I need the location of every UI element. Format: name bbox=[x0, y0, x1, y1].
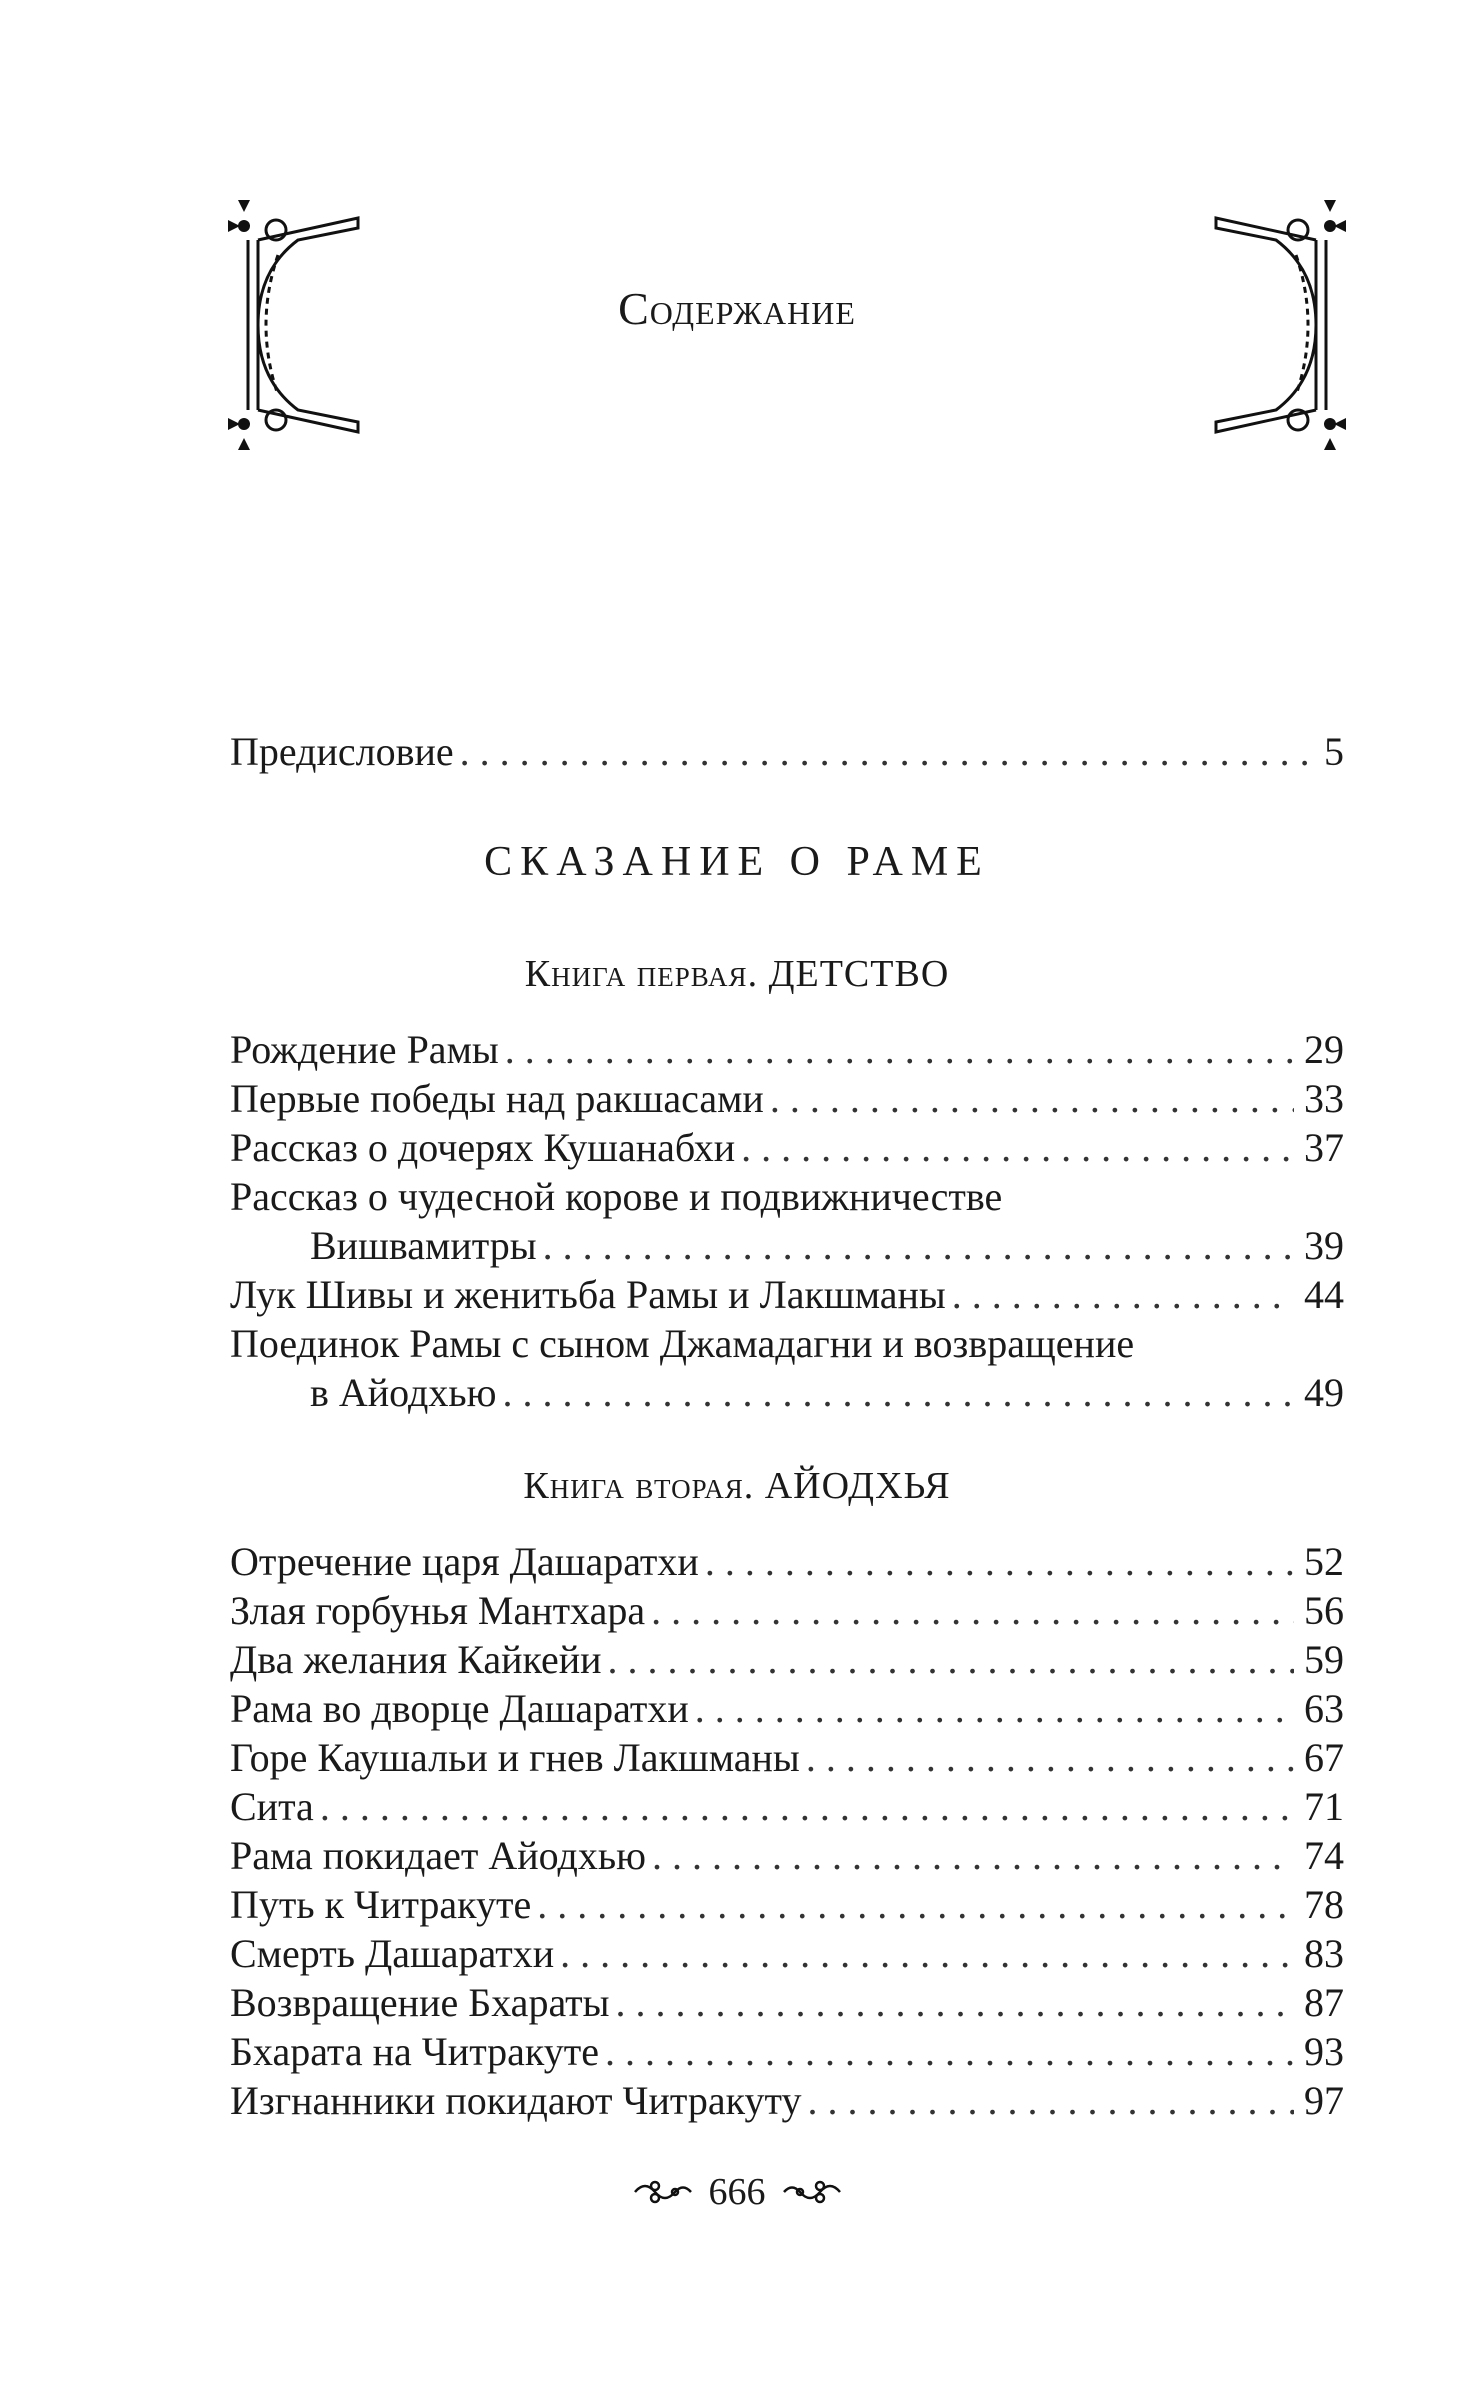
toc-page-number: 93 bbox=[1304, 2029, 1344, 2074]
dot-leader bbox=[741, 1124, 1294, 1172]
toc-entry[interactable] bbox=[230, 1636, 1344, 1684]
dot-leader bbox=[807, 2077, 1294, 2125]
toc-page-number: 52 bbox=[1304, 1539, 1344, 1584]
book-heading: Книга вторая. АЙОДХЬЯ bbox=[523, 1465, 951, 1507]
dot-leader bbox=[503, 1369, 1294, 1417]
dot-leader bbox=[560, 1930, 1294, 1978]
toc-entry-label: Путь к Читракуте bbox=[230, 1882, 532, 1927]
toc-entry-label: Горе Каушальи и гнев Лакшманы bbox=[230, 1735, 800, 1780]
toc-entry-label: Рождение Рамы bbox=[230, 1027, 499, 1072]
toc-page-number: 63 bbox=[1304, 1686, 1344, 1731]
toc-entry[interactable] bbox=[230, 2028, 1344, 2076]
toc-page-number: 39 bbox=[1304, 1223, 1344, 1268]
page-number: 666 bbox=[708, 2171, 766, 2213]
toc-entry-label: Отречение царя Дашаратхи bbox=[230, 1539, 699, 1584]
toc-page-number: 37 bbox=[1304, 1125, 1344, 1170]
toc-page-number: 59 bbox=[1304, 1637, 1344, 1682]
flourish-icon bbox=[631, 2177, 695, 2207]
dot-leader bbox=[608, 1636, 1294, 1684]
toc-entry-label: Злая горбунья Мантхара bbox=[230, 1588, 646, 1633]
toc-page-number: 5 bbox=[1324, 729, 1344, 774]
toc-entry-label: Бхарата на Читракуте bbox=[230, 2029, 600, 2074]
dot-leader bbox=[320, 1783, 1294, 1831]
toc-page-number: 29 bbox=[1304, 1027, 1344, 1072]
toc-entry[interactable] bbox=[230, 1734, 1344, 1782]
dot-leader bbox=[770, 1075, 1294, 1123]
toc-entry[interactable] bbox=[230, 1026, 1344, 1074]
toc-page-number: 56 bbox=[1304, 1588, 1344, 1633]
toc-entry-label: Рама покидает Айодхью bbox=[230, 1833, 646, 1878]
dot-leader bbox=[952, 1271, 1294, 1319]
toc-entry[interactable] bbox=[230, 1587, 1344, 1635]
toc-entry[interactable] bbox=[230, 1124, 1344, 1172]
toc-page-number: 67 bbox=[1304, 1735, 1344, 1780]
dot-leader bbox=[652, 1832, 1294, 1880]
toc-page-number: 97 bbox=[1304, 2078, 1344, 2123]
toc-entry[interactable] bbox=[230, 1538, 1344, 1586]
toc-entry[interactable] bbox=[230, 1783, 1344, 1831]
dot-leader bbox=[605, 2028, 1294, 2076]
toc-entry[interactable] bbox=[230, 1685, 1344, 1733]
toc-entry[interactable] bbox=[230, 2077, 1344, 2125]
toc-page-number: 83 bbox=[1304, 1931, 1344, 1976]
toc-entry-continuation[interactable] bbox=[310, 1369, 1344, 1417]
toc-entry-label: Рассказ о чудесной корове и подвижничестве bbox=[230, 1174, 1003, 1219]
toc-entry[interactable] bbox=[230, 1173, 1344, 1221]
dot-leader bbox=[537, 1881, 1294, 1929]
toc-page-number: 71 bbox=[1304, 1784, 1344, 1829]
dot-leader bbox=[695, 1685, 1294, 1733]
toc-entry-label: Смерть Дашаратхи bbox=[230, 1931, 555, 1976]
toc-entry-label: Изгнанники покидают Читракуту bbox=[230, 2078, 802, 2123]
toc-entry[interactable] bbox=[230, 1832, 1344, 1880]
page-number-footer bbox=[0, 2170, 1474, 2214]
toc-entry[interactable] bbox=[230, 1320, 1344, 1368]
toc-entry[interactable] bbox=[230, 1979, 1344, 2027]
dot-leader bbox=[543, 1222, 1294, 1270]
toc-entry-label: Рама во дворце Дашаратхи bbox=[230, 1686, 689, 1731]
toc-entry-label: Возвращение Бхараты bbox=[230, 1980, 610, 2025]
toc-entry[interactable] bbox=[230, 1881, 1344, 1929]
toc-page-number: 87 bbox=[1304, 1980, 1344, 2025]
dot-leader bbox=[460, 728, 1314, 776]
dot-leader bbox=[705, 1538, 1294, 1586]
page-title: Содержание bbox=[618, 283, 856, 334]
toc-entry-label: Рассказ о дочерях Кушанабхи bbox=[230, 1125, 736, 1170]
flourish-icon bbox=[780, 2177, 844, 2207]
toc-entry-continuation[interactable] bbox=[310, 1222, 1344, 1270]
toc-entry[interactable] bbox=[230, 1271, 1344, 1319]
toc-page-number: 49 bbox=[1304, 1370, 1344, 1415]
toc-entry-label: в Айодхью bbox=[310, 1370, 497, 1415]
toc-page-number: 74 bbox=[1304, 1833, 1344, 1878]
toc-entry-label: Лук Шивы и женитьба Рамы и Лакшманы bbox=[230, 1272, 946, 1317]
dot-leader bbox=[616, 1979, 1294, 2027]
toc-entry-label: Первые победы над ракшасами bbox=[230, 1076, 764, 1121]
toc-entry[interactable] bbox=[230, 1075, 1344, 1123]
toc-page-number: 78 bbox=[1304, 1882, 1344, 1927]
dot-leader bbox=[651, 1587, 1294, 1635]
toc-entry-label: Предисловие bbox=[230, 729, 454, 774]
dot-leader bbox=[505, 1026, 1294, 1074]
part-heading: СКАЗАНИЕ О РАМЕ bbox=[484, 839, 990, 885]
toc-entry-label: Вишвамитры bbox=[310, 1223, 537, 1268]
toc-entry[interactable] bbox=[230, 1930, 1344, 1978]
toc-entry-label: Поединок Рамы с сыном Джамадагни и возвращение bbox=[230, 1321, 1135, 1366]
book-heading: Книга первая. ДЕТСТВО bbox=[524, 953, 950, 995]
toc-entry-label: Два желания Кайкейи bbox=[230, 1637, 602, 1682]
toc-page-number: 33 bbox=[1304, 1076, 1344, 1121]
toc-entry-label: Сита bbox=[230, 1784, 314, 1829]
toc-page-number: 44 bbox=[1304, 1272, 1344, 1317]
toc-entry-preface[interactable] bbox=[230, 728, 1344, 776]
dot-leader bbox=[806, 1734, 1294, 1782]
